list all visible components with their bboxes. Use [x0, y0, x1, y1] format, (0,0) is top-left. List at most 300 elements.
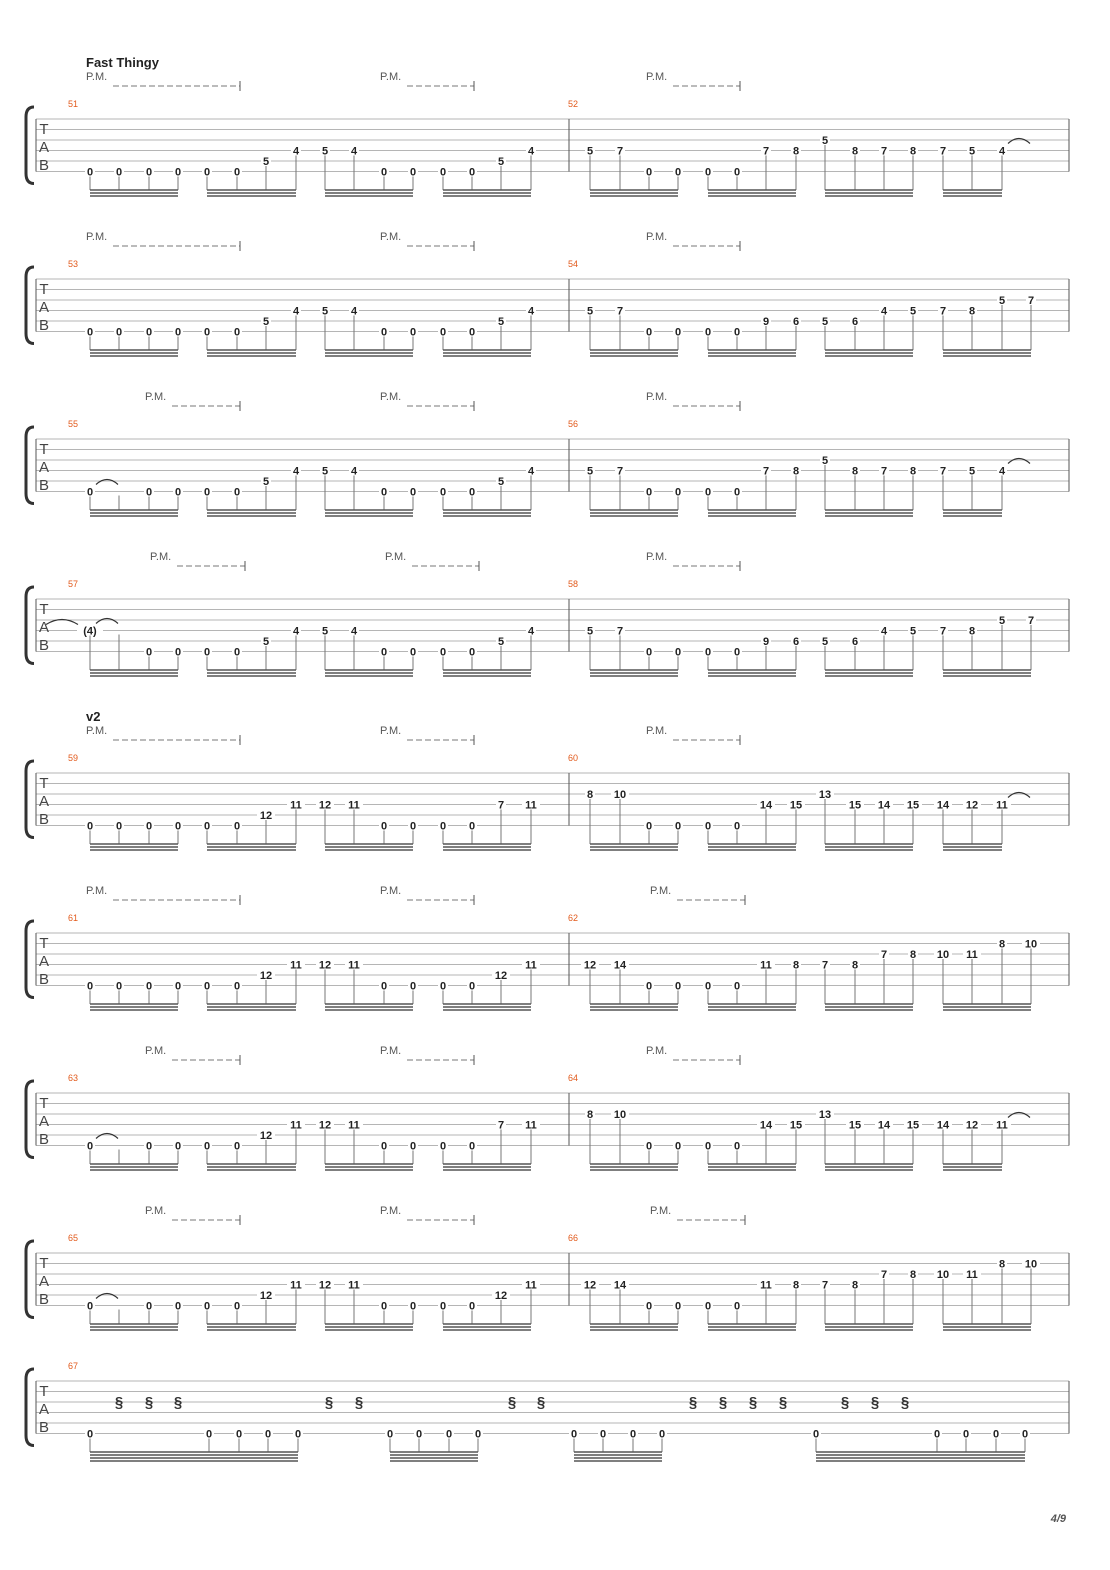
fret-number: 4	[350, 465, 358, 478]
palm-mute-label: P.M.	[145, 391, 167, 403]
fret-number: 0	[174, 326, 182, 339]
palm-mute-label: P.M.	[86, 71, 108, 83]
fret-number: 0	[439, 166, 447, 179]
tie	[96, 480, 118, 485]
tab-clef-letter: T	[39, 281, 49, 298]
fret-number: 8	[586, 789, 594, 801]
palm-mute-label: P.M.	[380, 1205, 402, 1217]
system-bracket	[26, 921, 34, 998]
tie	[1008, 793, 1030, 798]
rest-symbol: §	[507, 1394, 517, 1411]
palm-mute-label: P.M.	[380, 725, 402, 737]
fret-number: 4	[350, 145, 358, 158]
section-title: v2	[86, 709, 101, 724]
fret-number: 0	[468, 1300, 476, 1313]
fret-number: 14	[613, 1279, 627, 1292]
fret-number: 7	[880, 465, 888, 478]
fret-number: 5	[321, 305, 329, 318]
fret-number: 4	[880, 625, 888, 638]
fret-number: 8	[968, 625, 976, 638]
system-bracket	[26, 427, 34, 504]
fret-number: 12	[494, 1290, 508, 1302]
fret-number: 0	[145, 646, 153, 659]
fret-number: 0	[704, 166, 712, 179]
fret-number: 0	[439, 486, 447, 499]
fret-number: 0	[812, 1428, 820, 1441]
fret-number: 5	[968, 465, 976, 478]
fret-number: 0	[380, 646, 388, 659]
fret-number: 5	[262, 156, 270, 168]
fret-number: 12	[259, 810, 273, 822]
fret-number: 7	[616, 625, 624, 638]
fret-number: 11	[966, 1269, 978, 1281]
tie	[1008, 139, 1030, 144]
palm-mute-label: P.M.	[646, 551, 668, 563]
fret-number: 8	[851, 959, 859, 972]
tie	[96, 1294, 118, 1299]
fret-number: 11	[290, 1279, 302, 1292]
fret-number: 0	[645, 1140, 653, 1153]
fret-number: 0	[233, 1300, 241, 1313]
fret-number: 15	[848, 799, 862, 812]
fret-number: 0	[645, 166, 653, 179]
fret-number: 4	[292, 465, 300, 478]
fret-number: 14	[613, 959, 627, 972]
fret-number: 5	[998, 295, 1006, 307]
rest-symbol: §	[114, 1394, 124, 1411]
fret-number: 0	[174, 820, 182, 833]
fret-number: 0	[704, 326, 712, 339]
fret-number: 0	[294, 1428, 302, 1441]
fret-number: 11	[525, 799, 537, 812]
tab-clef-letter: A	[38, 1401, 50, 1418]
tie	[1008, 1113, 1030, 1118]
fret-number: 8	[909, 465, 917, 478]
tab-clef-letter: B	[38, 637, 50, 654]
tab-clef-letter: A	[38, 139, 50, 156]
tab-clef-letter: A	[38, 793, 50, 810]
fret-number: 7	[616, 465, 624, 478]
fret-number: 0	[203, 646, 211, 659]
fret-number: 11	[966, 949, 978, 961]
fret-number: 0	[203, 486, 211, 499]
fret-number: 7	[762, 465, 770, 478]
fret-number: 0	[674, 166, 682, 179]
measure-number: 64	[568, 1073, 579, 1083]
fret-number: 0	[409, 1140, 417, 1153]
fret-number: 5	[586, 625, 594, 638]
tab-clef-letter: A	[38, 1273, 50, 1290]
fret-number: 11	[348, 1119, 360, 1132]
fret-number: 0	[409, 646, 417, 659]
fret-number: 0	[203, 1300, 211, 1313]
fret-number: 12	[318, 799, 332, 812]
fret-number: 15	[906, 799, 920, 812]
system-bracket	[26, 1241, 34, 1318]
fret-number: 0	[203, 980, 211, 993]
fret-number: 14	[936, 1119, 950, 1132]
rest-symbol: §	[778, 1394, 788, 1411]
fret-number: 4	[527, 465, 535, 478]
fret-number: 5	[586, 305, 594, 318]
fret-number: 5	[497, 156, 505, 168]
fret-number: 7	[821, 959, 829, 972]
tab-clef-letter: B	[38, 477, 50, 494]
measure-number: 66	[568, 1233, 579, 1243]
palm-mute-label: P.M.	[380, 391, 402, 403]
fret-number: 0	[992, 1428, 1000, 1441]
measure-number: 51	[68, 99, 79, 109]
fret-number: 8	[792, 1279, 800, 1292]
rest-symbol: §	[688, 1394, 698, 1411]
fret-number: 0	[733, 980, 741, 993]
fret-number: 12	[259, 1130, 273, 1142]
fret-number: 15	[848, 1119, 862, 1132]
fret-number: 7	[762, 145, 770, 158]
fret-number: 5	[262, 476, 270, 488]
fret-number: 0	[174, 980, 182, 993]
fret-number: 0	[439, 326, 447, 339]
fret-number: 4	[880, 305, 888, 318]
fret-number: 8	[998, 1258, 1006, 1271]
fret-number: 0	[380, 166, 388, 179]
palm-mute-label: P.M.	[385, 551, 407, 563]
palm-mute-label: P.M.	[145, 1045, 167, 1057]
fret-number: 5	[821, 636, 829, 648]
fret-number: 5	[497, 636, 505, 648]
fret-number: 15	[789, 1119, 803, 1132]
rest-symbol: §	[900, 1394, 910, 1411]
fret-number: 11	[348, 959, 360, 972]
fret-number: 0	[733, 166, 741, 179]
fret-number: 0	[203, 1140, 211, 1153]
fret-number: 5	[821, 135, 829, 147]
fret-number: 12	[583, 959, 597, 972]
palm-mute-label: P.M.	[650, 885, 672, 897]
tie	[96, 1134, 118, 1139]
fret-number: 11	[290, 1119, 302, 1132]
fret-number: 0	[86, 326, 94, 339]
fret-number: 5	[262, 636, 270, 648]
fret-number: 12	[318, 1279, 332, 1292]
fret-number: 7	[939, 305, 947, 318]
fret-number: 0	[233, 166, 241, 179]
fret-number: 4	[527, 305, 535, 318]
fret-number: 0	[645, 486, 653, 499]
fret-number: 15	[789, 799, 803, 812]
tab-clef-letter: T	[39, 1095, 49, 1112]
fret-number: 7	[1027, 615, 1035, 627]
fret-number: 7	[1027, 295, 1035, 307]
fret-number: 0	[86, 980, 94, 993]
fret-number: 14	[936, 799, 950, 812]
fret-number: 8	[851, 145, 859, 158]
fret-number: 0	[645, 1300, 653, 1313]
fret-number: 0	[115, 166, 123, 179]
tab-clef-letter: B	[38, 317, 50, 334]
fret-number: 0	[145, 486, 153, 499]
fret-number: 8	[909, 1269, 917, 1281]
fret-number: 0	[733, 646, 741, 659]
fret-number: 0	[733, 820, 741, 833]
fret-number: 5	[262, 316, 270, 328]
tab-clef-letter: B	[38, 157, 50, 174]
measure-number: 57	[68, 579, 79, 589]
measure-number: 55	[68, 419, 79, 429]
palm-mute-label: P.M.	[86, 885, 108, 897]
fret-number: 8	[851, 1279, 859, 1292]
tab-clef-letter: B	[38, 1131, 50, 1148]
palm-mute-label: P.M.	[646, 71, 668, 83]
fret-number: 5	[586, 145, 594, 158]
fret-number: 0	[203, 326, 211, 339]
system-bracket	[26, 107, 34, 184]
fret-number: 6	[792, 316, 800, 328]
fret-number: 12	[318, 959, 332, 972]
fret-number: 7	[939, 465, 947, 478]
fret-number: 0	[233, 1140, 241, 1153]
fret-number: 10	[613, 1109, 627, 1121]
fret-number: 0	[145, 326, 153, 339]
fret-number: 0	[704, 820, 712, 833]
fret-number: 0	[233, 326, 241, 339]
fret-number: 0	[962, 1428, 970, 1441]
fret-number: 0	[145, 1140, 153, 1153]
page-number: 4/9	[1050, 1513, 1066, 1525]
fret-number: 0	[409, 980, 417, 993]
palm-mute-label: P.M.	[150, 551, 172, 563]
measure-number: 53	[68, 259, 79, 269]
fret-number: 9	[762, 636, 770, 648]
system-bracket	[26, 267, 34, 344]
fret-number: 0	[468, 1140, 476, 1153]
measure-number: 56	[568, 419, 579, 429]
fret-number: 0	[704, 980, 712, 993]
fret-number: 0	[380, 980, 388, 993]
fret-number: 12	[965, 1119, 979, 1132]
fret-number: 5	[821, 455, 829, 467]
fret-number: 0	[674, 1140, 682, 1153]
fret-number: 0	[409, 166, 417, 179]
fret-number: 0	[86, 1300, 94, 1313]
fret-number: 0	[415, 1428, 423, 1441]
fret-number: 7	[821, 1279, 829, 1292]
fret-number: 0	[86, 820, 94, 833]
fret-number: 4	[292, 625, 300, 638]
fret-number: 5	[998, 615, 1006, 627]
palm-mute-label: P.M.	[646, 1045, 668, 1057]
measure-number: 52	[568, 99, 579, 109]
fret-number: 0	[674, 486, 682, 499]
fret-number: 10	[1024, 938, 1038, 951]
fret-number: 8	[998, 938, 1006, 951]
fret-number: 8	[851, 465, 859, 478]
tab-clef-letter: B	[38, 811, 50, 828]
fret-number: (4)	[83, 625, 97, 638]
fret-number: 8	[792, 145, 800, 158]
rest-symbol: §	[840, 1394, 850, 1411]
fret-number: 0	[233, 980, 241, 993]
measure-number: 61	[68, 913, 79, 923]
tie	[1008, 459, 1030, 464]
fret-number: 11	[348, 799, 360, 812]
fret-number: 5	[321, 465, 329, 478]
fret-number: 7	[880, 1269, 888, 1281]
palm-mute-label: P.M.	[380, 71, 402, 83]
fret-number: 0	[115, 980, 123, 993]
fret-number: 0	[468, 820, 476, 833]
fret-number: 0	[233, 646, 241, 659]
fret-number: 0	[409, 486, 417, 499]
measure-number: 60	[568, 753, 579, 763]
fret-number: 0	[439, 980, 447, 993]
fret-number: 0	[645, 646, 653, 659]
fret-number: 0	[468, 646, 476, 659]
fret-number: 0	[409, 820, 417, 833]
fret-number: 13	[818, 1109, 832, 1121]
fret-number: 0	[933, 1428, 941, 1441]
measure-number: 63	[68, 1073, 79, 1083]
fret-number: 7	[939, 145, 947, 158]
fret-number: 12	[494, 970, 508, 982]
fret-number: 0	[468, 166, 476, 179]
fret-number: 0	[233, 820, 241, 833]
fret-number: 0	[733, 486, 741, 499]
rest-symbol: §	[324, 1394, 334, 1411]
fret-number: 11	[290, 799, 302, 812]
fret-number: 0	[445, 1428, 453, 1441]
fret-number: 5	[586, 465, 594, 478]
fret-number: 14	[877, 799, 891, 812]
fret-number: 0	[235, 1428, 243, 1441]
fret-number: 8	[909, 145, 917, 158]
fret-number: 0	[86, 1428, 94, 1441]
fret-number: 12	[318, 1119, 332, 1132]
fret-number: 5	[321, 625, 329, 638]
tie	[96, 619, 118, 624]
fret-number: 7	[616, 145, 624, 158]
palm-mute-label: P.M.	[646, 725, 668, 737]
fret-number: 5	[497, 316, 505, 328]
fret-number: 5	[909, 305, 917, 318]
fret-number: 15	[906, 1119, 920, 1132]
fret-number: 11	[760, 1279, 772, 1292]
rest-symbol: §	[144, 1394, 154, 1411]
tab-clef-letter: T	[39, 935, 49, 952]
fret-number: 7	[497, 1119, 505, 1132]
measure-number: 54	[568, 259, 579, 269]
fret-number: 11	[348, 1279, 360, 1292]
tab-clef-letter: T	[39, 601, 49, 618]
fret-number: 0	[145, 1300, 153, 1313]
fret-number: 0	[386, 1428, 394, 1441]
fret-number: 0	[86, 1140, 94, 1153]
fret-number: 10	[613, 789, 627, 801]
fret-number: 11	[525, 1119, 537, 1132]
tab-clef-letter: A	[38, 953, 50, 970]
fret-number: 7	[939, 625, 947, 638]
fret-number: 0	[174, 1140, 182, 1153]
fret-number: 7	[497, 799, 505, 812]
system-bracket	[26, 1369, 34, 1446]
fret-number: 11	[525, 1279, 537, 1292]
tab-clef-letter: A	[38, 1113, 50, 1130]
tab-clef-letter: B	[38, 1291, 50, 1308]
rest-symbol: §	[748, 1394, 758, 1411]
palm-mute-label: P.M.	[380, 1045, 402, 1057]
palm-mute-label: P.M.	[646, 391, 668, 403]
fret-number: 8	[792, 465, 800, 478]
fret-number: 5	[909, 625, 917, 638]
fret-number: 4	[998, 465, 1006, 478]
measure-number: 58	[568, 579, 579, 589]
fret-number: 11	[760, 959, 772, 972]
fret-number: 0	[599, 1428, 607, 1441]
fret-number: 4	[350, 625, 358, 638]
fret-number: 4	[292, 145, 300, 158]
fret-number: 0	[380, 1300, 388, 1313]
fret-number: 0	[474, 1428, 482, 1441]
fret-number: 0	[570, 1428, 578, 1441]
palm-mute-label: P.M.	[86, 725, 108, 737]
fret-number: 0	[203, 166, 211, 179]
tab-clef-letter: B	[38, 1419, 50, 1436]
fret-number: 0	[674, 646, 682, 659]
fret-number: 14	[759, 1119, 773, 1132]
fret-number: 0	[233, 486, 241, 499]
fret-number: 0	[174, 646, 182, 659]
fret-number: 0	[380, 820, 388, 833]
fret-number: 5	[968, 145, 976, 158]
fret-number: 0	[205, 1428, 213, 1441]
fret-number: 0	[380, 1140, 388, 1153]
fret-number: 12	[965, 799, 979, 812]
fret-number: 0	[380, 486, 388, 499]
measure-number: 62	[568, 913, 579, 923]
fret-number: 10	[1024, 1258, 1038, 1271]
fret-number: 0	[468, 326, 476, 339]
fret-number: 0	[145, 166, 153, 179]
tab-clef-letter: T	[39, 1255, 49, 1272]
fret-number: 0	[203, 820, 211, 833]
fret-number: 11	[525, 959, 537, 972]
fret-number: 7	[880, 145, 888, 158]
fret-number: 5	[497, 476, 505, 488]
measure-number: 67	[68, 1361, 79, 1371]
tab-clef-letter: T	[39, 441, 49, 458]
fret-number: 0	[674, 980, 682, 993]
measure-number: 59	[68, 753, 79, 763]
fret-number: 12	[583, 1279, 597, 1292]
fret-number: 0	[264, 1428, 272, 1441]
fret-number: 0	[674, 326, 682, 339]
fret-number: 7	[616, 305, 624, 318]
tab-clef-letter: A	[38, 459, 50, 476]
fret-number: 0	[439, 1300, 447, 1313]
fret-number: 4	[527, 145, 535, 158]
fret-number: 0	[674, 820, 682, 833]
fret-number: 8	[968, 305, 976, 318]
fret-number: 0	[439, 1140, 447, 1153]
fret-number: 0	[658, 1428, 666, 1441]
fret-number: 0	[115, 326, 123, 339]
fret-number: 11	[996, 799, 1008, 812]
section-title: Fast Thingy	[86, 55, 159, 70]
fret-number: 8	[792, 959, 800, 972]
palm-mute-label: P.M.	[646, 231, 668, 243]
fret-number: 0	[645, 820, 653, 833]
fret-number: 0	[409, 326, 417, 339]
